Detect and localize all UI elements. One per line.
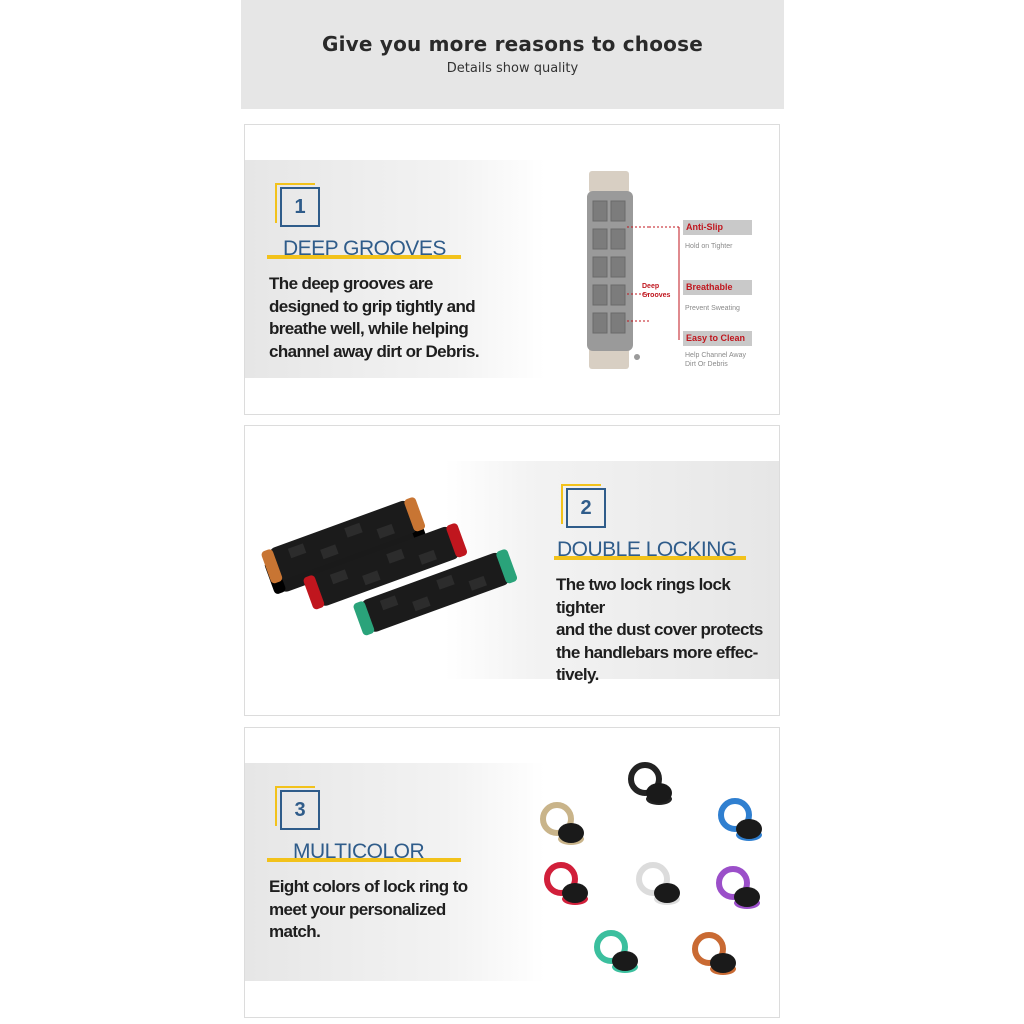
callout-easy-to-clean: Easy to Clean [683, 331, 752, 346]
feature-card-double-locking [244, 425, 780, 716]
lock-ring-6 [719, 869, 760, 909]
feature-number-badge [275, 183, 319, 227]
lock-ring-7 [597, 933, 638, 973]
page-subtitle: Details show quality [446, 61, 579, 76]
feature-number-badge [275, 786, 319, 830]
lock-ring-4 [547, 865, 588, 905]
callout-breathable-sub: Prevent Sweating [685, 305, 740, 312]
feature-number: 1 [294, 196, 306, 218]
callout-breathable: Breathable [683, 280, 752, 295]
feature-number-badge [561, 484, 605, 528]
feature-title: MULTICOLOR [293, 840, 425, 863]
lock-ring-3 [721, 801, 762, 841]
callout-anti-slip-sub: Hold on Tighter [685, 243, 733, 250]
lock-ring-8 [695, 935, 736, 975]
callout-easy-to-clean-sub: Help Channel Away Dirt Or Debris [685, 352, 746, 368]
feature-card-multicolor [244, 727, 780, 1018]
grips-overlay [257, 476, 517, 646]
feature-number: 2 [580, 497, 592, 519]
grip-diagram-image [583, 171, 649, 371]
feature-title: DOUBLE LOCKING [557, 538, 737, 561]
feature-description: The deep grooves are designed to grip tightly and breathe well, while helping channel away dirt or Debris. [269, 274, 479, 361]
callout-anti-slip: Anti-Slip [683, 220, 752, 235]
feature-description: Eight colors of lock ring to meet your personalized match. [269, 877, 468, 941]
lock-ring-5 [639, 865, 680, 905]
page-title: Give you more reasons to choose [322, 32, 703, 56]
lock-rings-image [535, 753, 779, 1013]
feature-number: 3 [294, 799, 306, 821]
feature-card-deep-grooves [244, 124, 780, 415]
feature-title: DEEP GROOVES [283, 237, 446, 260]
deep-grooves-label: Deep Grooves [642, 283, 671, 299]
feature-description: The two lock rings lock tighter and the dust cover protects the handlebars more effec- tively. [556, 575, 763, 684]
page-header [241, 0, 784, 109]
lock-ring-2 [631, 765, 672, 805]
lock-ring-1 [543, 805, 584, 845]
